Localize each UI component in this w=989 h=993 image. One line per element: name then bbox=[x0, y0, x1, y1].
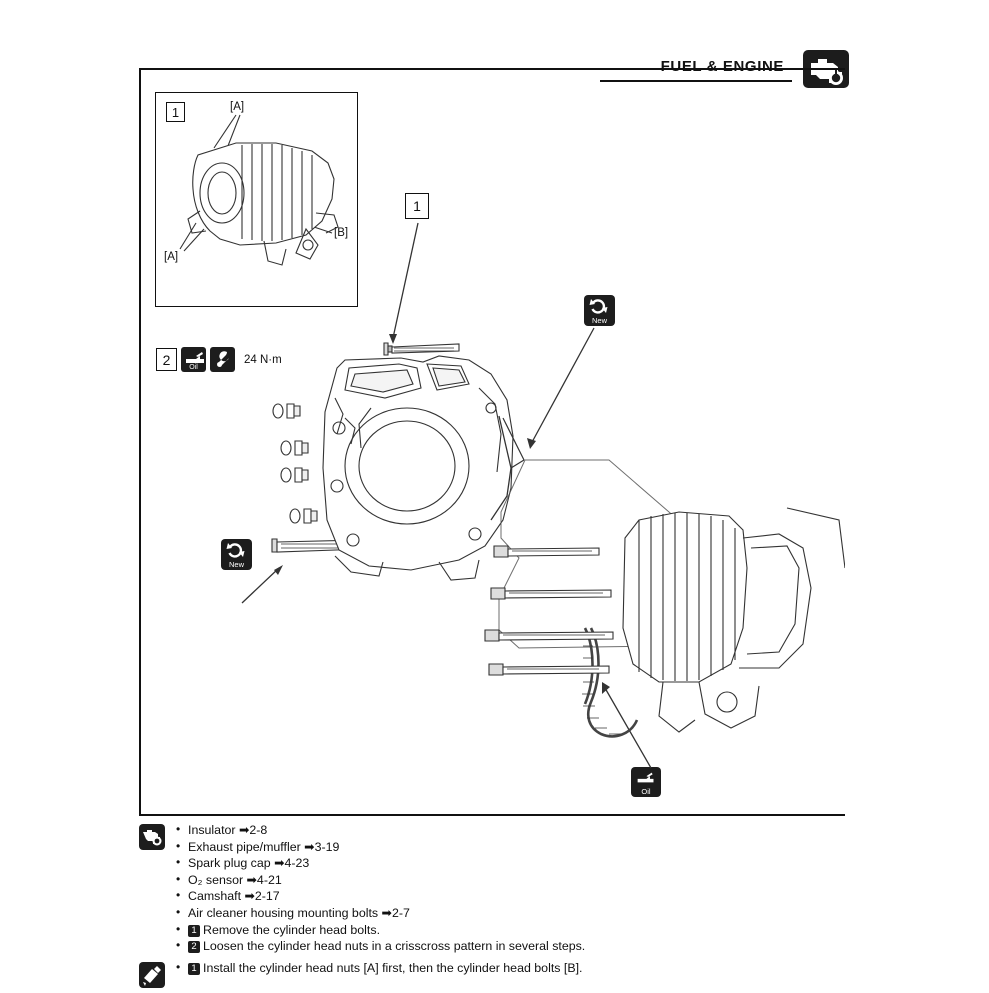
notes-removal-row bbox=[139, 822, 899, 955]
list-item: • Air cleaner housing mounting bolts ➡2-7 bbox=[175, 905, 585, 922]
list-item: • 1 Remove the cylinder head bolts. bbox=[175, 922, 585, 939]
list-item: • Insulator ➡2-8 bbox=[175, 822, 585, 839]
list-item: • 2 Loosen the cylinder head nuts in a crisscross pattern in several steps. bbox=[175, 938, 585, 955]
inset-label-a-bottom: [A] bbox=[164, 251, 179, 263]
torque-value: 24 N·m bbox=[244, 353, 282, 366]
arrow-icon: ➡ bbox=[244, 888, 255, 904]
inset-label-b: [B] bbox=[334, 227, 349, 239]
callout-1: 1 bbox=[405, 193, 429, 219]
list-item: • O₂ sensor ➡4-21 bbox=[175, 872, 585, 889]
notes-block bbox=[139, 822, 899, 988]
callout-2: 2 bbox=[156, 348, 177, 371]
inset-callout-1: 1 bbox=[166, 102, 185, 122]
notes-install-list bbox=[175, 960, 583, 977]
list-item: • 1 Install the cylinder head nuts [A] first, then the cylinder head bolts [B]. bbox=[175, 960, 583, 977]
step-marker-1: 1 bbox=[188, 925, 200, 937]
list-item: • Exhaust pipe/muffler ➡3-19 bbox=[175, 839, 585, 856]
arrow-icon: ➡ bbox=[238, 822, 250, 837]
page-header bbox=[0, 24, 989, 75]
oil-label: Oil bbox=[189, 364, 198, 371]
install-icon bbox=[139, 962, 165, 988]
oil-badge-label: Oil bbox=[641, 787, 651, 796]
new-badge-label-left: New bbox=[228, 560, 244, 569]
new-badge-label: New bbox=[591, 316, 607, 325]
arrow-icon: ➡ bbox=[246, 871, 257, 887]
arrow-icon: ➡ bbox=[274, 855, 285, 871]
engine-icon-small bbox=[139, 824, 165, 850]
list-item: • Camshaft ➡2-17 bbox=[175, 888, 585, 905]
notes-install-row bbox=[139, 960, 899, 988]
arrow-icon: ➡ bbox=[381, 904, 392, 920]
list-item: • Spark plug cap ➡4-23 bbox=[175, 855, 585, 872]
step-marker-2: 2 bbox=[188, 941, 200, 953]
notes-list bbox=[175, 822, 585, 955]
step-marker-install-1: 1 bbox=[188, 963, 200, 975]
page-title: FUEL & ENGINE bbox=[660, 58, 784, 75]
inset-label-a-top: [A] bbox=[230, 101, 245, 113]
exploded-diagram bbox=[139, 68, 845, 816]
arrow-icon: ➡ bbox=[304, 838, 315, 854]
